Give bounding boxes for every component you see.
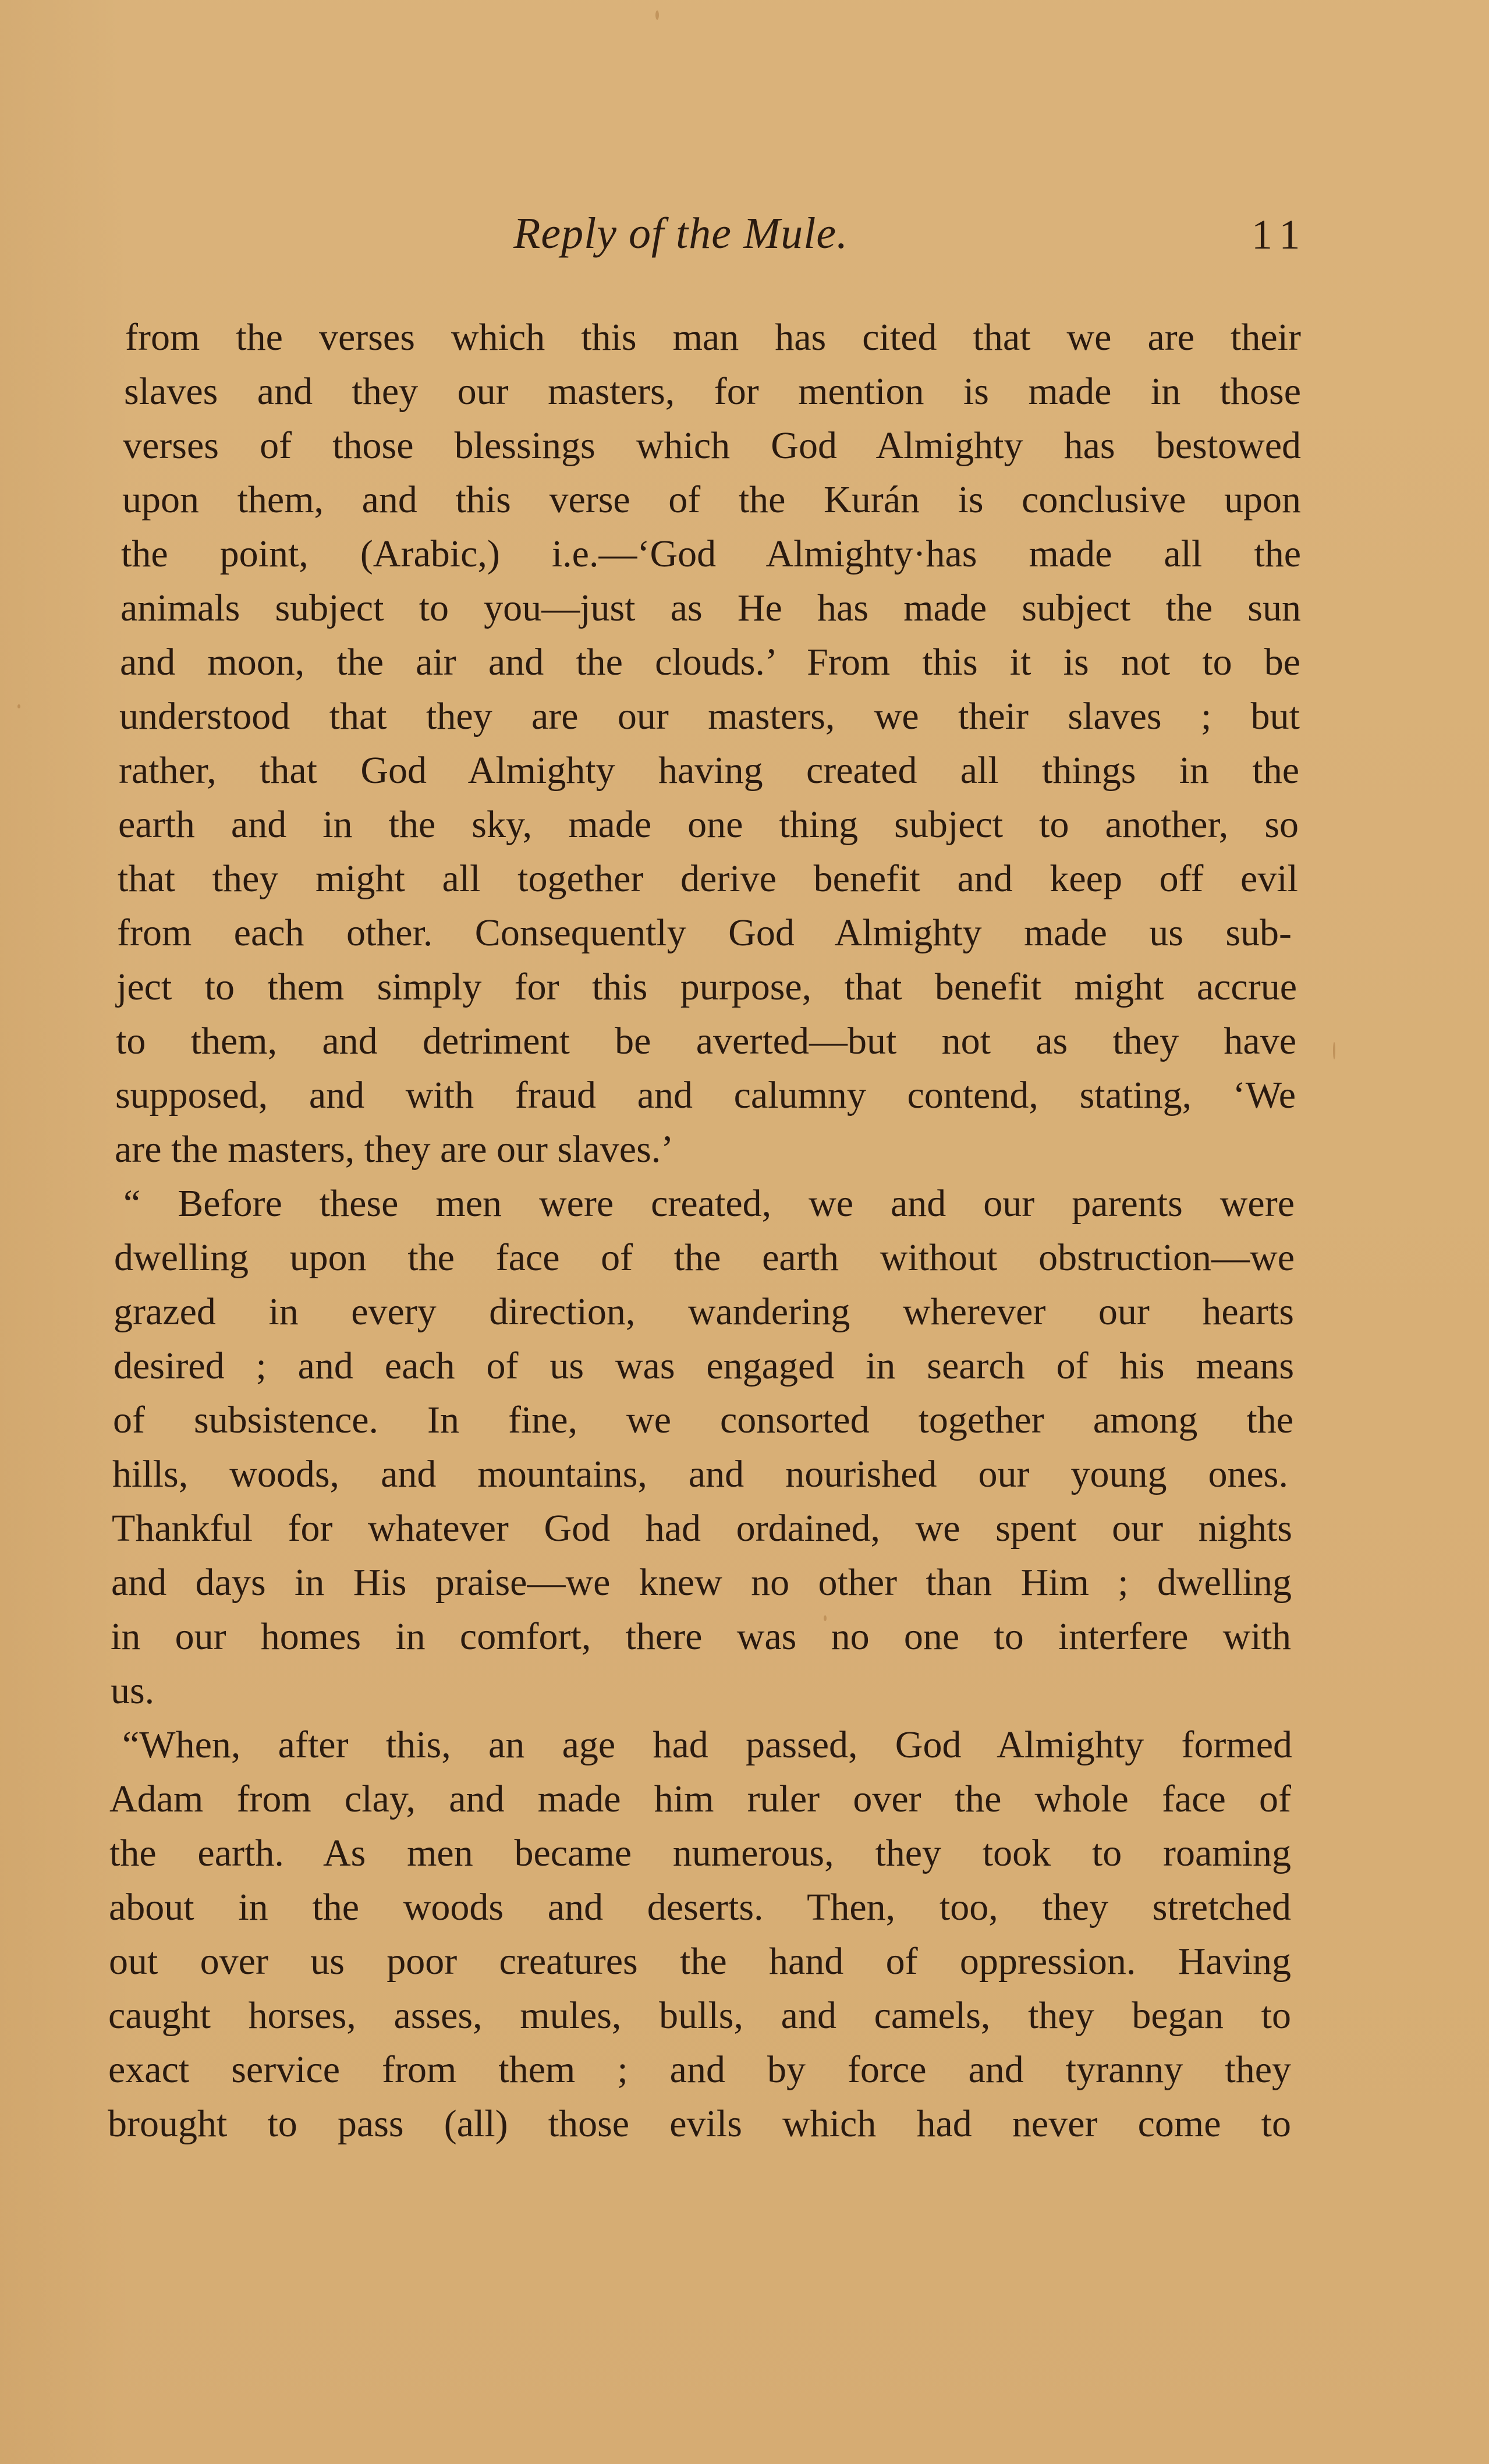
text-line: from each other. Consequently God Almighty made us sub-: [117, 912, 1292, 954]
text-line: the point, (Arabic,) i.e.—‘God Almighty·has made all the: [121, 533, 1301, 575]
text-line: the earth. As men became numerous, they took to roaming: [109, 1832, 1291, 1874]
text-line: earth and in the sky, made one thing subject to another, so: [118, 803, 1299, 846]
text-line: and moon, the air and the clouds.’ From this it is not to be: [120, 641, 1300, 683]
text-line: from the verses which this man has cited that we are their: [125, 316, 1301, 359]
paper-blemish: [655, 10, 659, 20]
text-line: animals subject to you—just as He has made subject the sun: [120, 587, 1301, 629]
text-line: supposed, and with fraud and calumny contend, stating, ‘We: [115, 1074, 1296, 1116]
text-line: and days in His praise—we knew no other than Him ; dwelling: [111, 1561, 1292, 1604]
paper-blemish: [1333, 1042, 1335, 1059]
text-line: Thankful for whatever God had ordained, we spent our nights: [112, 1507, 1292, 1550]
text-line: ject to them simply for this purpose, that benefit might accrue: [116, 966, 1297, 1008]
text-line: to them, and detriment be averted—but not as they have: [116, 1020, 1296, 1062]
text-line: desired ; and each of us was engaged in search of his means: [114, 1345, 1294, 1387]
text-line: slaves and they our masters, for mention is made in those: [124, 370, 1301, 413]
paper-blemish: [824, 1615, 827, 1621]
text-line: brought to pass (all) those evils which had never come to: [108, 2103, 1291, 2145]
text-line: that they might all together derive benefit and keep off evil: [118, 857, 1298, 900]
text-line: about in the woods and deserts. Then, too, they stretched: [109, 1886, 1291, 1928]
running-head: [0, 208, 1489, 267]
text-line: of subsistence. In fine, we consorted together among the: [113, 1399, 1293, 1441]
text-line: grazed in every direction, wandering wherever our hearts: [114, 1291, 1294, 1333]
text-line: verses of those blessings which God Almighty has bestowed: [123, 424, 1301, 467]
text-line: Adam from clay, and made him ruler over the whole face of: [109, 1778, 1291, 1820]
page-number: 11: [1252, 211, 1309, 258]
text-line: “ Before these men were created, we and our parents were: [123, 1182, 1295, 1225]
text-line: “When, after this, an age had passed, God Almighty formed: [122, 1724, 1292, 1766]
running-title: Reply of the Mule.: [513, 209, 849, 258]
text-line: are the masters, they are our slaves.’: [115, 1128, 674, 1171]
paper-blemish: [17, 704, 20, 708]
text-line: hills, woods, and mountains, and nourished our young ones.: [112, 1453, 1288, 1495]
text-line: understood that they are our masters, we their slaves ; but: [119, 695, 1300, 738]
text-line: exact service from them ; and by force and tyranny they: [108, 2048, 1291, 2091]
text-line: dwelling upon the face of the earth without obstruction—we: [114, 1236, 1295, 1279]
text-line: rather, that God Almighty having created all things in the: [119, 749, 1299, 792]
text-line: upon them, and this verse of the Kurán is conclusive upon: [122, 478, 1301, 521]
text-line: us.: [111, 1669, 155, 1712]
text-line: out over us poor creatures the hand of oppression. Having: [109, 1940, 1291, 1983]
text-line: in our homes in comfort, there was no one to interfere with: [111, 1615, 1291, 1658]
text-line: caught horses, asses, mules, bulls, and camels, they began to: [108, 1994, 1291, 2037]
